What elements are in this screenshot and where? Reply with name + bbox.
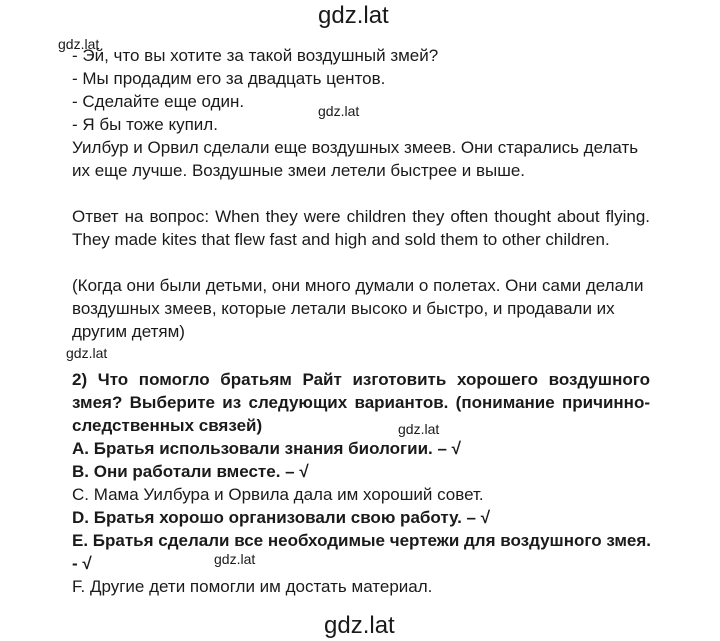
option-c: С. Мама Уилбура и Орвила дала им хороший совет. [72,485,484,504]
watermark: gdz.lat [318,103,360,119]
option-a: А. Братья использовали знания биологии. – √ [72,439,461,458]
watermark: gdz.lat [214,551,256,567]
dialogue-line: - Сделайте еще один. [72,92,245,111]
watermark: gdz.lat [58,36,100,52]
dialogue-line: - Эй, что вы хотите за такой воздушный змей? [72,46,439,65]
answer-russian: (Когда они были детьми, они много думали о полетах. Они сами делали воздушных змеев, которые летали высоко и быстро, и продавали их другим детям) [72,276,644,341]
story-paragraph: Уилбур и Орвил сделали еще воздушных змеев. Они старались делать их еще лучше. Воздушные змеи летели быстрее и выше. [72,138,639,180]
option-f: F. Другие дети помогли им достать материал. [72,577,433,596]
option-d: D. Братья хорошо организовали свою работу. – √ [72,508,491,527]
watermark-bottom: gdz.lat [324,612,395,639]
dialogue-line: - Я бы тоже купил. [72,115,218,134]
dialogue-line: - Мы продадим его за двадцать центов. [72,69,386,88]
option-e: Е. Братья сделали все необходимые чертежи для воздушного змея. - √ [72,531,652,573]
watermark: gdz.lat [398,421,440,437]
watermark-top: gdz.lat [318,2,389,29]
question-2: 2) Что помогло братьям Райт изготовить хорошего воздушного змея? Выберите из следующих вариантов. (понимание причинно-следственных связей) [72,370,650,435]
answer-english: Ответ на вопрос: When they were children they often thought about flying. They made kites that flew fast and high and sold them to other children. [72,207,650,249]
option-b: В. Они работали вместе. – √ [72,462,309,481]
watermark: gdz.lat [66,345,108,361]
